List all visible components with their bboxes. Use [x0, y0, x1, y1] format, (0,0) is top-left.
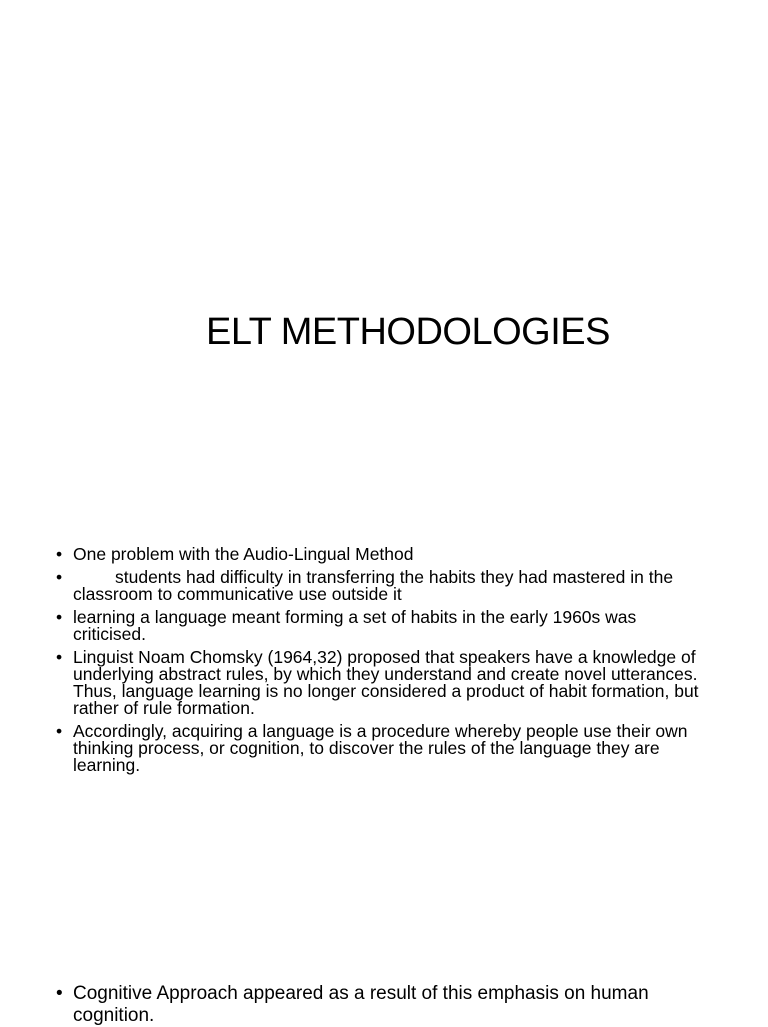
bullet-text: students had difficulty in transferring the habits they had mastered in the classroom to communicative use outside it: [73, 567, 674, 604]
list-item: [56, 569, 708, 603]
list-item: [56, 649, 708, 717]
slide-title: ELT METHODOLOGIES: [206, 311, 610, 353]
list-item: [56, 723, 708, 774]
bullet-text: Accordingly, acquiring a language is a procedure whereby people use their own thinking process, or cognition, to discover the rules of the language they are learning.: [73, 721, 688, 775]
list-item: [56, 546, 708, 563]
list-item: [56, 983, 708, 1027]
bullet-text: learning a language meant forming a set of habits in the early 1960s was criticised.: [73, 607, 637, 644]
bullet-marker: •: [56, 544, 63, 564]
bullet-marker: •: [56, 983, 63, 1004]
bullet-marker: •: [56, 567, 63, 587]
next-slide-bullet-list: [56, 983, 708, 1027]
bullet-text: Cognitive Approach appeared as a result of this emphasis on human cognition.: [73, 983, 649, 1026]
bullet-text: Linguist Noam Chomsky (1964,32) proposed that speakers have a knowledge of underlying abstract rules, by which they understand and create novel utterances. Thus, language learning is no longer considered a product of habit formation, but rather of rule formation.: [73, 647, 699, 718]
bullet-marker: •: [56, 721, 63, 741]
bullet-marker: •: [56, 607, 63, 627]
bullet-marker: •: [56, 647, 63, 667]
list-item: [56, 609, 708, 643]
bullet-list: [56, 546, 708, 780]
bullet-text: One problem with the Audio-Lingual Method: [73, 544, 414, 564]
